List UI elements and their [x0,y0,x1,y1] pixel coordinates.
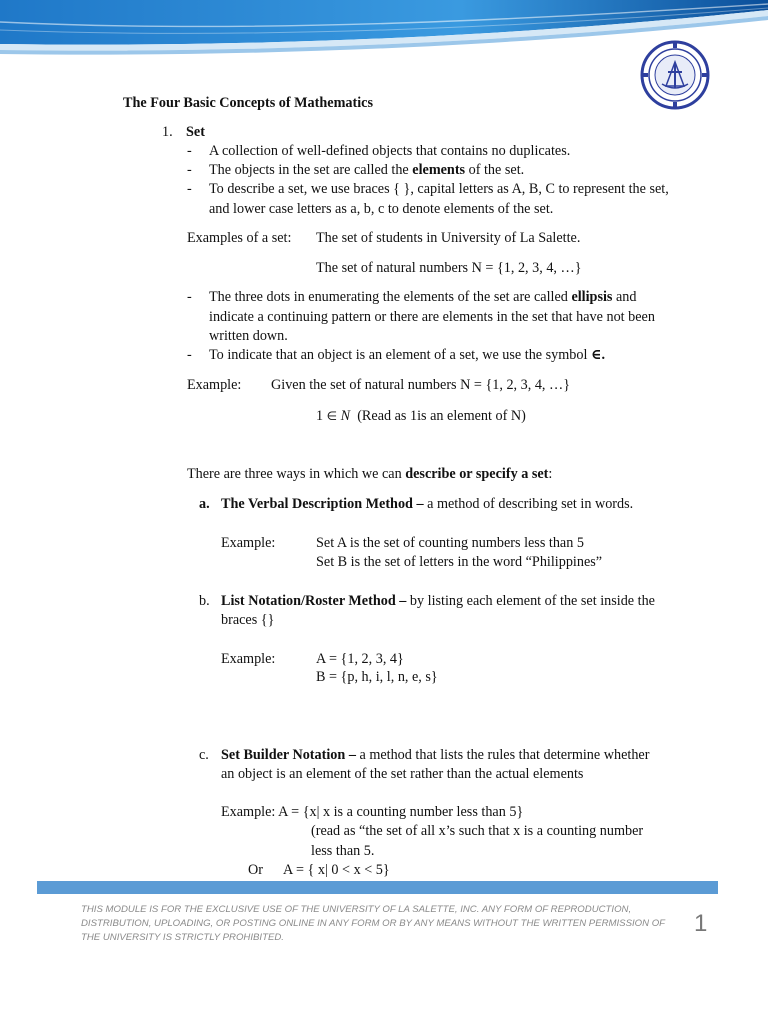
example-label: Example: [187,377,242,393]
method-c-read-note-cont: less than 5. [311,843,375,859]
bullet-marker: - [187,289,192,305]
method-c-read-note: (read as “the set of all x’s such that x is a counting number [311,823,644,839]
method-a-verbal: The Verbal Description Method – a method of describing set in words. [221,496,634,512]
method-b-marker: b. [199,593,210,609]
example-students: The set of students in University of La Salette. [316,230,581,246]
bullet-ellipsis: The three dots in enumerating the elements of the set are called ellipsis and indicate a continuing pattern or there are elements in the set that have not been written down. [209,289,655,344]
method-b-roster-cont: braces {} [221,612,275,628]
method-a-marker: a. [199,496,210,512]
membership-example: 1 ∈ N (Read as 1is an element of N) [316,408,526,424]
bullet-marker: - [187,162,192,178]
page-number: 1 [694,910,708,937]
section-heading: Set [186,124,205,140]
footer-copyright-notice: THIS MODULE IS FOR THE EXCLUSIVE USE OF THE UNIVERSITY OF LA SALETTE, INC. ANY FORM OF REPRODUCTION, DISTRIBUTION, UPLOADING, OR POSTING ONLINE IN ANY FORM OR BY ANY MEANS WITHOUT THE WRITTEN PERMISSION OF THE UNIVERSITY IS STRICTLY PROHIBITED. [81,904,665,943]
method-c-marker: c. [199,747,209,763]
example-natural-numbers: The set of natural numbers N = {1, 2, 3, 4, …} [316,260,582,276]
method-c-or-label: Or [248,862,263,878]
method-b-example-line: B = {p, h, i, l, n, e, s} [316,669,438,685]
method-a-example-line: Set A is the set of counting numbers less than 5 [316,535,584,551]
document-title: The Four Basic Concepts of Mathematics [123,95,373,111]
method-c-set-builder: Set Builder Notation – a method that lists the rules that determine whether [221,747,650,763]
bullet-element-symbol: To indicate that an object is an element of a set, we use the symbol ∈. [209,347,606,363]
method-a-example-line: Set B is the set of letters in the word “Philippines” [316,554,603,570]
method-b-example-line: A = {1, 2, 3, 4} [316,651,404,667]
method-a-example-label: Example: [221,535,276,551]
bullet-definition: A collection of well-defined objects that contains no duplicates. [209,143,571,159]
ways-intro: There are three ways in which we can describe or specify a set: [187,466,553,482]
method-b-roster: List Notation/Roster Method – by listing each element of the set inside the [221,593,655,609]
method-b-example-label: Example: [221,651,276,667]
method-c-set-builder-cont: an object is an element of the set rather than the actual elements [221,766,584,782]
method-c-example: Example: A = {x| x is a counting number less than 5} [221,804,524,820]
examples-label: Examples of a set: [187,230,292,246]
footer-bar [37,881,718,894]
bullet-elements: The objects in the set are called the elements of the set. [209,162,525,178]
university-seal-logo [640,40,710,110]
section-number: 1. [162,124,173,140]
example-given-set: Given the set of natural numbers N = {1, 2, 3, 4, …} [271,377,571,393]
bullet-marker: - [187,347,192,363]
bullet-marker: - [187,181,192,197]
bullet-notation: To describe a set, we use braces { }, capital letters as A, B, C to represent the set, and lower case letters as a, b, c to denote elements of the set. [209,181,669,217]
method-c-or-expression: A = { x| 0 < x < 5} [283,862,390,878]
bullet-marker: - [187,143,192,159]
